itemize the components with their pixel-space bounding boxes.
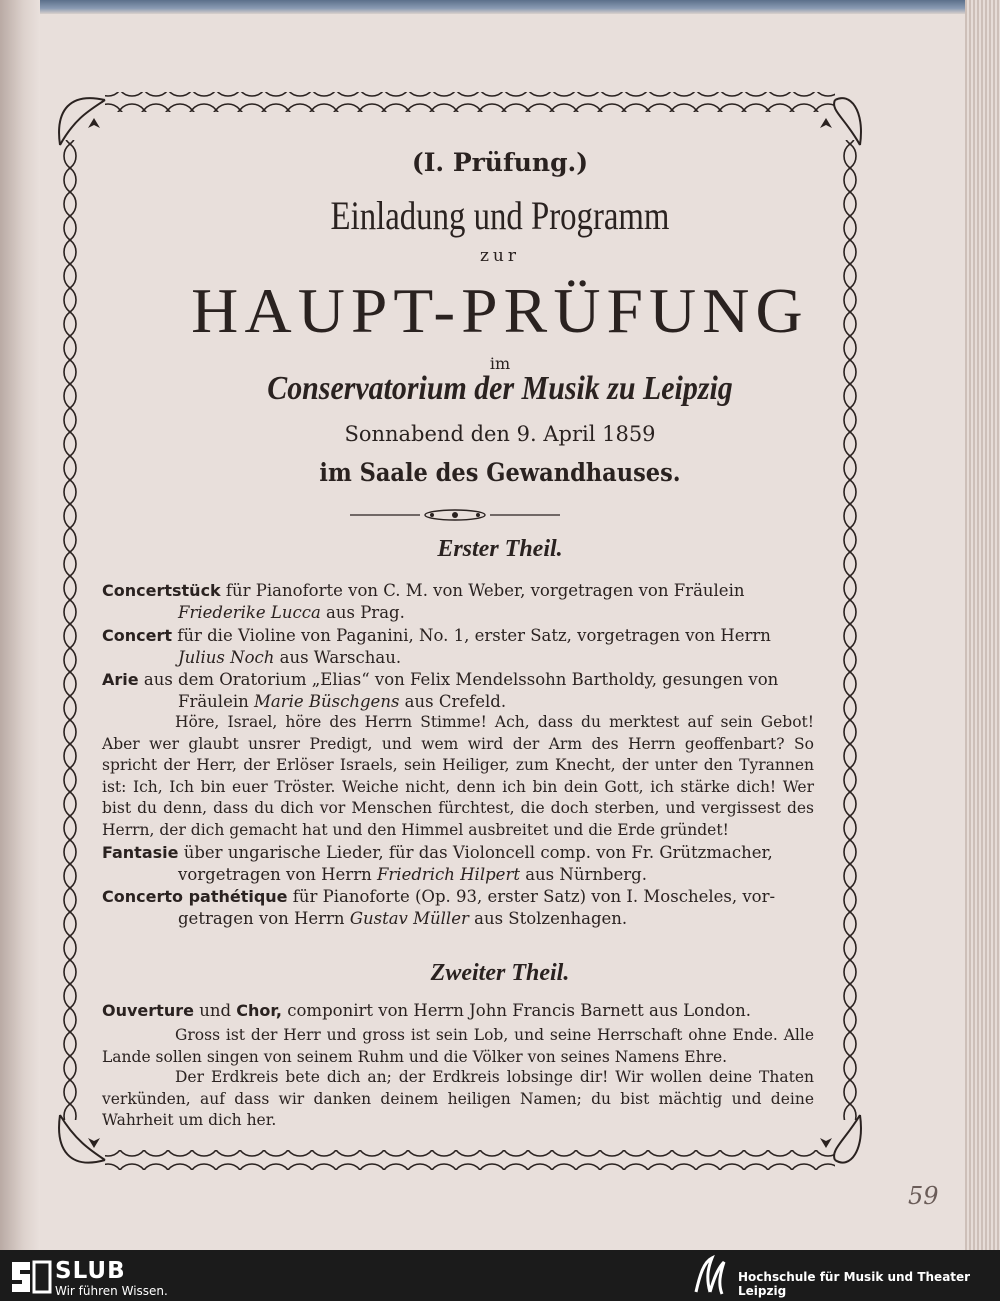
slub-logo-icon[interactable] <box>8 1258 56 1296</box>
item-title: Arie <box>102 670 139 689</box>
partner-name[interactable]: Hochschule für Musik und Theater Leipzig <box>738 1270 971 1298</box>
hmt-logo-icon[interactable] <box>690 1254 730 1298</box>
item-title: Concert <box>102 626 172 645</box>
item-desc: aus dem Oratorium „Elias“ von Felix Mendelssohn Bartholdy, gesungen von <box>138 670 779 689</box>
performer: Friedrich Hilpert <box>376 865 520 884</box>
item-conj: und <box>193 1001 237 1020</box>
institution-title: Conservatorium der Musik zu Leipzig <box>267 370 733 407</box>
title-im: im <box>489 354 511 373</box>
ornament-divider <box>350 508 560 522</box>
performer: Gustav Müller <box>349 909 469 928</box>
library-name[interactable]: SLUB <box>55 1258 126 1284</box>
item-desc: componirt von Herrn John Francis Barnett aus London. <box>282 1001 752 1020</box>
item-desc: für die Violine von Paganini, No. 1, erster Satz, vorgetragen von Herrn <box>172 626 771 645</box>
title-invitation: Einladung und Programm <box>330 193 670 238</box>
part-one-heading: Erster Theil. <box>437 536 563 562</box>
performer: Marie Büschgens <box>254 692 400 711</box>
event-venue: im Saale des Gewandhauses. <box>319 458 681 487</box>
item-desc: für Pianoforte von C. M. von Weber, vorgetragen von Fräulein <box>220 581 745 600</box>
part-two-heading: Zweiter Theil. <box>430 960 570 986</box>
item-title: Ouverture <box>102 1001 194 1020</box>
aria-text: Höre, Israel, höre des Herrn Stimme! Ach, dass du merktest auf sein Gebot! Aber wer glaubt unsrer Predigt, und wem wird der Arm des Herrn geoffenbart? So spricht der Herr, der Erlöser Israels, sein Heiliger, zum Knecht, der unter den Tyrannen ist: Ich, Ich bin euer Tröster. Weiche nicht, denn ich bin dein Gott, ich stärke dich! Wer bist du denn, dass du dich vor Menschen fürchtest, die doch sterben, und vergissest des Herrn, der dich gemacht hat und den Himmel ausbreitet und die Erde gründet! <box>102 713 814 839</box>
chorus-text: Der Erdkreis bete dich an; der Erdkreis lobsinge dir! Wir wollen deine Thaten verkünden, auf dass wir danken deinem heiligen Namen; du bist mächtig und deine Wahrheit um dich her. <box>102 1068 814 1129</box>
item-prefix: vorgetragen von Herrn <box>178 865 377 884</box>
performer: Julius Noch <box>178 648 275 667</box>
library-slogan: Wir führen Wissen. <box>55 1284 168 1298</box>
footer-bar <box>0 1250 1000 1301</box>
item-title: Chor, <box>236 1001 283 1020</box>
program-item <box>102 842 814 886</box>
main-title: HAUPT-PRÜFUNG <box>191 275 809 346</box>
program-item <box>102 1000 814 1022</box>
performer: Friederike Lucca <box>178 603 321 622</box>
item-title: Concertstück <box>102 581 221 600</box>
item-origin: aus Prag. <box>320 603 405 622</box>
item-origin: aus Stolzenhagen. <box>468 909 628 928</box>
program-item <box>102 669 814 713</box>
chorus-text: Gross ist der Herr und gross ist sein Lob, und seine Herrschaft ohne Ende. Alle Lande sollen singen von seinem Ruhm und die Völker von seines Namens Ehre. <box>102 1026 814 1066</box>
item-desc: über ungarische Lieder, für das Violoncell comp. von Fr. Grützmacher, <box>178 843 773 862</box>
exam-number: (I. Prüfung.) <box>411 148 589 177</box>
program-item <box>102 625 814 669</box>
title-zur: zur <box>479 246 521 266</box>
item-origin: aus Crefeld. <box>399 692 507 711</box>
event-date: Sonnabend den 9. April 1859 <box>344 422 656 446</box>
page-number-annotation: 59 <box>908 1182 939 1210</box>
program-item <box>102 580 814 624</box>
item-title: Concerto pathétique <box>102 887 288 906</box>
item-title: Fantasie <box>102 843 179 862</box>
program-item <box>102 886 814 930</box>
item-origin: aus Warschau. <box>274 648 402 667</box>
item-prefix: Fräulein <box>178 692 254 711</box>
item-desc: für Pianoforte (Op. 93, erster Satz) von I. Moscheles, vor- <box>287 887 776 906</box>
item-prefix: getragen von Herrn <box>178 909 350 928</box>
item-origin: aus Nürnberg. <box>519 865 647 884</box>
